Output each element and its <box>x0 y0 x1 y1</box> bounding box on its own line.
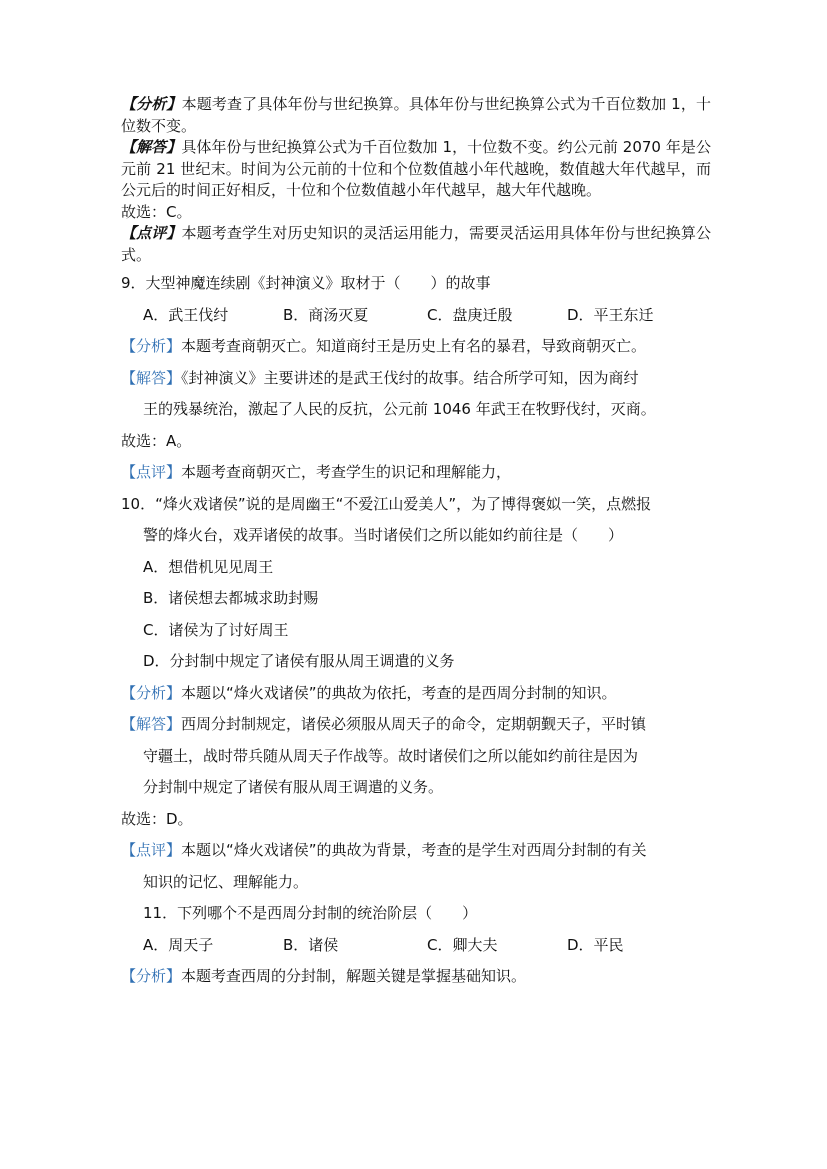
comment-tag: 【点评】 <box>121 224 182 242</box>
option-c: C．诸侯为了讨好周王 <box>143 620 289 639</box>
option-d: D．平王东迁 <box>567 305 654 324</box>
question-9-answer <box>121 363 711 395</box>
document-body <box>121 94 711 993</box>
analysis-tag: 【分析】 <box>121 95 182 113</box>
question-9-comment <box>121 457 711 489</box>
comment-paragraph <box>121 223 711 266</box>
answer-text-line1: 西周分封制规定，诸侯必须服从周天子的命令，定期朝觐天子，平时镇 <box>181 715 647 733</box>
choice-line: 故选：C。 <box>121 202 192 221</box>
choice-line: 故选：A。 <box>121 431 192 450</box>
question-9-stem: 9．大型神魔连续剧《封神演义》取材于（ ）的故事 <box>121 274 491 292</box>
option-b: B．诸侯 <box>283 935 339 954</box>
comment-text: 本题考查商朝灭亡，考查学生的识记和理解能力， <box>181 463 512 481</box>
question-10-analysis <box>121 678 711 710</box>
answer-text-line2: 王的残暴统治，激起了人民的反抗，公元前 1046 年武王在牧野伐纣，灭商。 <box>143 400 656 418</box>
question-10-stem-line1: 10．“烽火戏诸侯”说的是周幽王“不爱江山爱美人”，为了博得褒姒一笑，点燃报 <box>121 494 652 513</box>
option-b: B．诸侯想去都城求助封赐 <box>143 589 319 607</box>
question-11-analysis <box>121 961 711 993</box>
answer-text-line2: 守疆土，战时带兵随从周天子作战等。故时诸侯们之所以能如约前往是因为 <box>143 746 639 765</box>
comment-tag: 【点评】 <box>121 463 182 481</box>
comment-tag: 【点评】 <box>121 841 182 859</box>
question-11-stem: 11．下列哪个不是西周分封制的统治阶层（ ） <box>143 904 478 922</box>
analysis-text: 本题考查商朝灭亡。知道商纣王是历史上有名的暴君，导致商朝灭亡。 <box>181 337 647 355</box>
answer-text-line3: 分封制中规定了诸侯有服从周王调遣的义务。 <box>143 778 444 796</box>
answer-tag: 【解答】 <box>121 138 182 156</box>
option-a: A．周天子 <box>143 935 214 954</box>
option-a: A．武王伐纣 <box>143 305 229 324</box>
analysis-tag: 【分析】 <box>121 967 182 985</box>
option-d: D．平民 <box>567 935 624 954</box>
comment-text-line1: 本题以“烽火戏诸侯”的典故为背景，考查的是学生对西周分封制的有关 <box>181 841 647 859</box>
answer-text-line1: 《封神演义》主要讲述的是武王伐纣的故事。结合所学可知，因为商纣 <box>181 368 639 387</box>
choice-line: 故选：D。 <box>121 809 193 828</box>
question-9-analysis <box>121 331 711 363</box>
question-10-answer <box>121 709 711 741</box>
option-a: A．想借机见见周王 <box>143 557 274 576</box>
option-b: B．商汤灭夏 <box>283 305 369 324</box>
analysis-text: 本题以“烽火戏诸侯”的典故为依托，考查的是西周分封制的知识。 <box>181 683 617 702</box>
question-10-comment <box>121 835 711 867</box>
analysis-tag: 【分析】 <box>121 683 182 702</box>
question-9-options <box>121 300 711 332</box>
answer-paragraph <box>121 137 711 202</box>
answer-tag: 【解答】 <box>121 368 182 387</box>
analysis-text: 本题考查了具体年份与世纪换算。具体年份与世纪换算公式为千百位数加 1，十位数不变。 <box>121 95 711 135</box>
option-c: C．盘庚迁殷 <box>427 305 513 324</box>
analysis-text: 本题考查西周的分封制，解题关键是掌握基础知识。 <box>181 967 527 985</box>
answer-tag: 【解答】 <box>121 715 182 733</box>
analysis-paragraph <box>121 94 711 137</box>
question-10-stem-line2: 警的烽火台，戏弄诸侯的故事。当时诸侯们之所以能如约前往是（ ） <box>143 526 624 544</box>
comment-text: 本题考查学生对历史知识的灵活运用能力，需要灵活运用具体年份与世纪换算公式。 <box>121 224 711 264</box>
question-11-options <box>121 930 711 962</box>
comment-text-line2: 知识的记忆、理解能力。 <box>143 872 309 891</box>
analysis-tag: 【分析】 <box>121 337 182 355</box>
option-c: C．卿大夫 <box>427 935 498 954</box>
option-d: D．分封制中规定了诸侯有服从周王调遣的义务 <box>143 652 455 670</box>
answer-text: 具体年份与世纪换算公式为千百位数加 1，十位数不变。约公元前 2070 年是公元前 21 世纪末。时间为公元前的十位和个位数值越小年代越晚，数值越大年代越早，而公元后的时间正好相反，十位和个位数值越小年代越早，越大年代越晚。 <box>121 138 711 199</box>
